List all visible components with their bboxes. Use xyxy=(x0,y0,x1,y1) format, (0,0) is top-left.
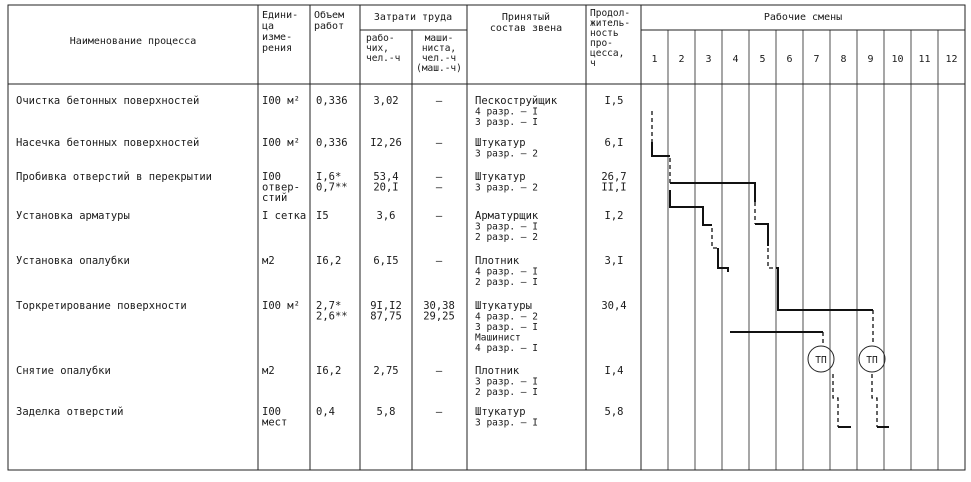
cell-process-name: Очистка бетонных поверхностей xyxy=(16,95,200,107)
cell-labor-workers: 3,02 xyxy=(373,95,399,107)
cell-process-name: Снятие опалубки xyxy=(16,365,111,377)
header-unit-1: Едини- xyxy=(262,10,299,21)
schedule-bar xyxy=(670,190,712,225)
cell-labor-machines: – xyxy=(435,95,443,107)
cell-labor-workers: 87,75 xyxy=(370,310,402,323)
schedule-bar xyxy=(755,224,768,246)
header-labor-workers-3: чел.-ч xyxy=(366,53,401,64)
cell-process-name: Пробивка отверстий в перекрытии xyxy=(16,171,212,183)
cell-crew: 3 разр. – I xyxy=(475,221,538,233)
cell-crew: 4 разр. – I xyxy=(475,343,538,354)
header-duration-6: ч xyxy=(590,58,596,69)
cell-crew: Штукатуры xyxy=(475,300,532,312)
header-duration-2: житель- xyxy=(590,18,631,29)
cell-labor-workers: 6,I5 xyxy=(373,255,399,267)
cell-labor-machines: – xyxy=(435,181,443,194)
schedule-link xyxy=(712,228,718,248)
cell-crew: Арматурщик xyxy=(475,210,539,222)
schedule-bar xyxy=(652,142,670,156)
cell-duration: 30,4 xyxy=(601,300,627,312)
cell-duration: II,I xyxy=(601,181,627,194)
header-shifts: Рабочие смены xyxy=(763,12,843,23)
schedule-bar xyxy=(718,248,728,272)
cell-crew: 2 разр. – 2 xyxy=(475,232,538,243)
cell-unit: мест xyxy=(262,416,288,429)
header-labor: Затрати труда xyxy=(373,12,453,23)
shift-number-8: 8 xyxy=(840,54,847,65)
cell-labor-machines: 29,25 xyxy=(423,310,455,323)
cell-volume: I5 xyxy=(316,210,329,222)
cell-crew: Штукатур xyxy=(475,171,526,183)
cell-labor-workers: 5,8 xyxy=(376,406,396,418)
header-labor-machines-2: ниста, xyxy=(421,43,457,54)
milestone-label: ТП xyxy=(866,355,878,366)
cell-unit: I00 xyxy=(262,171,281,183)
cell-duration: 3,I xyxy=(604,255,624,267)
cell-duration: 26,7 xyxy=(601,171,627,183)
cell-volume: 0,7** xyxy=(316,181,348,194)
cell-unit: стий xyxy=(262,192,288,204)
shift-number-10: 10 xyxy=(891,54,904,65)
header-labor-machines-1: маши- xyxy=(424,33,454,44)
header-labor-workers-1: рабо- xyxy=(366,33,395,44)
cell-labor-machines: – xyxy=(435,210,443,222)
schedule-link xyxy=(768,248,776,268)
cell-crew: Штукатур xyxy=(475,406,526,418)
header-crew-1: Принятый xyxy=(501,12,551,23)
cell-volume: 2,7* xyxy=(316,300,342,312)
cell-process-name: Торкретирование поверхности xyxy=(16,300,187,312)
cell-unit: I сетка xyxy=(262,210,307,222)
cell-labor-machines: – xyxy=(435,365,443,377)
cell-labor-machines: 30,38 xyxy=(423,300,455,312)
header-duration-5: цесса, xyxy=(590,48,625,59)
cell-crew: 4 разр. – I xyxy=(475,106,538,118)
shift-number-4: 4 xyxy=(732,54,739,65)
header-volume-1: Объем xyxy=(314,10,345,21)
header-crew-2: состав звена xyxy=(489,23,563,34)
header-duration-1: Продол- xyxy=(590,8,631,19)
header-unit-2: ца xyxy=(262,21,275,32)
cell-labor-machines: – xyxy=(435,137,443,149)
cell-crew: 3 разр. – I xyxy=(475,117,538,128)
schedule-graph xyxy=(652,111,889,427)
cell-unit: I00 м² xyxy=(262,95,300,107)
cell-process-name: Заделка отверстий xyxy=(16,406,124,418)
schedule-bar xyxy=(776,268,873,310)
header-duration-4: про- xyxy=(590,38,613,49)
cell-labor-machines: – xyxy=(435,255,443,267)
shift-number-5: 5 xyxy=(759,54,766,65)
cell-labor-workers: I2,26 xyxy=(370,137,402,149)
shift-number-6: 6 xyxy=(786,54,793,65)
cell-volume: 0,336 xyxy=(316,137,348,149)
shift-number-12: 12 xyxy=(945,54,958,65)
cell-labor-workers: 53,4 xyxy=(373,171,399,183)
cell-labor-workers: 3,6 xyxy=(376,210,396,222)
shift-number-1: 1 xyxy=(651,54,658,65)
cell-process-name: Установка опалубки xyxy=(16,255,130,267)
cell-unit: м2 xyxy=(262,365,275,377)
cell-volume: I6,2 xyxy=(316,255,342,267)
header-duration-3: ность xyxy=(590,28,619,39)
cell-unit: I00 м² xyxy=(262,137,300,149)
cell-labor-machines: – xyxy=(435,406,443,418)
header-volume-2: работ xyxy=(314,21,345,32)
cell-crew: 3 разр. – I xyxy=(475,417,538,429)
cell-process-name: Насечка бетонных поверхностей xyxy=(16,137,200,149)
header-labor-machines-4: (маш.-ч) xyxy=(416,63,462,74)
cell-crew: Штукатур xyxy=(475,137,526,149)
cell-duration: 5,8 xyxy=(604,406,624,418)
header-unit-3: изме- xyxy=(262,32,293,43)
cell-crew: Плотник xyxy=(475,255,520,267)
cell-labor-workers: 9I,I2 xyxy=(370,300,402,312)
table-body xyxy=(16,95,627,429)
shift-number-9: 9 xyxy=(867,54,874,65)
cell-labor-machines: – xyxy=(435,171,443,183)
cell-unit: I00 м² xyxy=(262,300,300,312)
cell-labor-workers: 2,75 xyxy=(373,365,399,377)
cell-unit: отвер- xyxy=(262,181,300,194)
shift-number-2: 2 xyxy=(678,54,685,65)
header-unit-4: рения xyxy=(262,43,293,54)
header-process: Наименование процесса xyxy=(69,36,197,47)
shift-number-7: 7 xyxy=(813,54,820,65)
header-labor-workers-2: чих, xyxy=(366,43,389,54)
cell-process-name: Установка арматуры xyxy=(16,210,130,222)
cell-crew: Плотник xyxy=(475,365,520,377)
milestone-label: ТП xyxy=(815,355,827,366)
cell-crew: Пескоструйщик xyxy=(475,95,558,107)
schedule-link xyxy=(833,374,838,427)
shift-number-3: 3 xyxy=(705,54,712,65)
cell-volume: 2,6** xyxy=(316,310,348,323)
cell-crew: 4 разр. – 2 xyxy=(475,311,538,323)
schedule-link xyxy=(872,374,877,427)
cell-crew: 2 разр. – I xyxy=(475,387,538,398)
cell-duration: I,2 xyxy=(604,210,624,222)
cell-volume: 0,4 xyxy=(316,406,335,418)
cell-crew: Машинист xyxy=(475,332,521,344)
cell-crew: 3 разр. – I xyxy=(475,376,538,388)
cell-crew: 4 разр. – I xyxy=(475,266,538,278)
shift-number-11: 11 xyxy=(918,54,931,65)
cell-unit: I00 xyxy=(262,406,281,418)
header-labor-machines-3: чел.-ч xyxy=(421,53,457,64)
cell-crew: 2 разр. – I xyxy=(475,277,538,288)
cell-duration: 6,I xyxy=(604,137,624,149)
schedule-bar xyxy=(670,183,755,202)
cell-crew: 3 разр. – 2 xyxy=(475,148,538,160)
cell-crew: 3 разр. – 2 xyxy=(475,182,538,194)
cell-labor-workers: 20,I xyxy=(373,181,399,194)
table-header xyxy=(70,8,958,74)
cell-volume: I6,2 xyxy=(316,365,342,377)
cell-volume: I,6* xyxy=(316,171,342,183)
cell-duration: I,5 xyxy=(604,95,624,107)
cell-duration: I,4 xyxy=(604,365,624,377)
cell-crew: 3 разр. – I xyxy=(475,322,538,333)
cell-unit: м2 xyxy=(262,255,275,267)
cell-volume: 0,336 xyxy=(316,95,348,107)
